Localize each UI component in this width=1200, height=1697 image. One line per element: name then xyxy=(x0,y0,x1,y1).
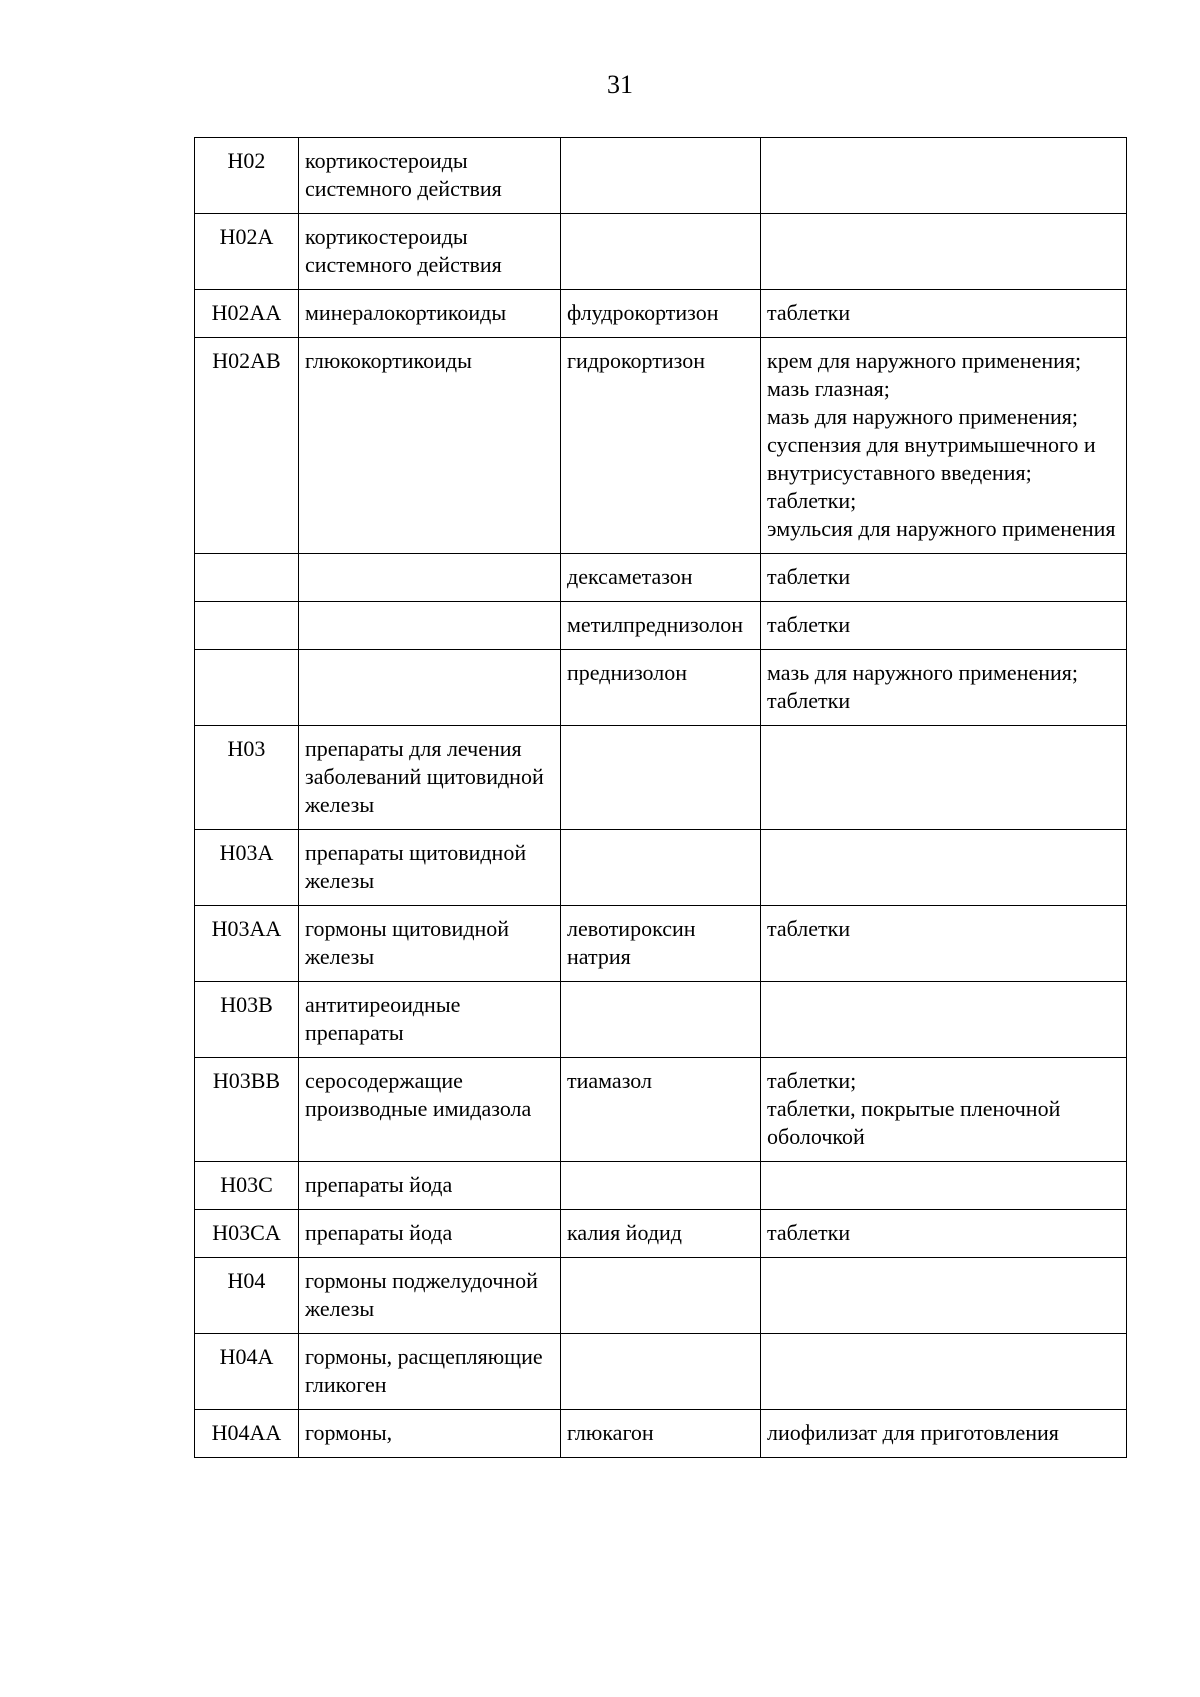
dosage-forms-cell xyxy=(761,906,1127,982)
active-substance-cell: преднизолон xyxy=(561,650,761,726)
dosage-form-line: эмульсия для наружного применения xyxy=(767,516,1116,541)
drug-group-cell: гормоны, расщепляющие гликоген xyxy=(299,1334,561,1410)
active-substance-cell: дексаметазон xyxy=(561,554,761,602)
table-row xyxy=(195,1210,1127,1258)
dosage-forms-cell xyxy=(761,1162,1127,1210)
table-row xyxy=(195,602,1127,650)
atc-code-cell: H03 xyxy=(195,726,299,830)
dosage-forms-cell xyxy=(761,138,1127,214)
dosage-form-line: таблетки xyxy=(767,688,851,713)
dosage-form-line: суспензия для внутримышечного и внутрисуставного введения; xyxy=(767,432,1096,485)
drug-group-cell: гормоны щитовидной железы xyxy=(299,906,561,982)
active-substance-cell xyxy=(561,1334,761,1410)
active-substance-cell: флудрокортизон xyxy=(561,290,761,338)
table-row xyxy=(195,726,1127,830)
atc-code-cell xyxy=(195,650,299,726)
active-substance-cell: калия йодид xyxy=(561,1210,761,1258)
atc-code-cell: H03AA xyxy=(195,906,299,982)
atc-code-cell: H03A xyxy=(195,830,299,906)
table-row xyxy=(195,830,1127,906)
dosage-forms-cell xyxy=(761,726,1127,830)
dosage-forms-cell xyxy=(761,1210,1127,1258)
drug-group-cell: минералокортикоиды xyxy=(299,290,561,338)
table-row xyxy=(195,1162,1127,1210)
dosage-forms-cell xyxy=(761,602,1127,650)
table-row xyxy=(195,138,1127,214)
atc-code-cell: H04A xyxy=(195,1334,299,1410)
atc-code-cell: H03CA xyxy=(195,1210,299,1258)
atc-code-cell: H03C xyxy=(195,1162,299,1210)
drug-group-cell xyxy=(299,650,561,726)
active-substance-cell xyxy=(561,214,761,290)
active-substance-cell: левотироксин натрия xyxy=(561,906,761,982)
dosage-forms-cell xyxy=(761,982,1127,1058)
atc-code-cell: H02A xyxy=(195,214,299,290)
drug-group-cell: препараты йода xyxy=(299,1162,561,1210)
dosage-form-line: таблетки, покрытые пленочной оболочкой xyxy=(767,1096,1061,1149)
table-row xyxy=(195,290,1127,338)
table-row xyxy=(195,1258,1127,1334)
atc-code-cell: H03B xyxy=(195,982,299,1058)
drug-group-cell: антитиреоидные препараты xyxy=(299,982,561,1058)
dosage-form-line: мазь для наружного применения; xyxy=(767,660,1079,685)
table-row xyxy=(195,650,1127,726)
atc-code-cell: H03BB xyxy=(195,1058,299,1162)
active-substance-cell: тиамазол xyxy=(561,1058,761,1162)
dosage-forms-cell xyxy=(761,554,1127,602)
drug-group-cell: гормоны поджелудочной железы xyxy=(299,1258,561,1334)
active-substance-cell xyxy=(561,830,761,906)
active-substance-cell: метилпреднизолон xyxy=(561,602,761,650)
atc-code-cell: H02AB xyxy=(195,338,299,554)
table-row xyxy=(195,214,1127,290)
active-substance-cell xyxy=(561,1258,761,1334)
active-substance-cell xyxy=(561,138,761,214)
drug-group-cell: препараты йода xyxy=(299,1210,561,1258)
drug-group-cell: гормоны, xyxy=(299,1410,561,1458)
active-substance-cell xyxy=(561,726,761,830)
table-row xyxy=(195,1058,1127,1162)
atc-code-cell xyxy=(195,554,299,602)
dosage-form-line: таблетки xyxy=(767,916,851,941)
dosage-form-line: мазь глазная; xyxy=(767,376,890,401)
dosage-forms-cell xyxy=(761,1410,1127,1458)
dosage-form-line: таблетки; xyxy=(767,1068,857,1093)
atc-code-cell: H02AA xyxy=(195,290,299,338)
dosage-form-line: крем для наружного применения; xyxy=(767,348,1082,373)
drug-group-cell: препараты щитовидной железы xyxy=(299,830,561,906)
active-substance-cell: глюкагон xyxy=(561,1410,761,1458)
dosage-forms-cell xyxy=(761,650,1127,726)
drug-group-cell: препараты для лечения заболеваний щитовидной железы xyxy=(299,726,561,830)
page-number: 31 xyxy=(607,70,633,99)
dosage-form-line: таблетки xyxy=(767,564,851,589)
drug-group-cell xyxy=(299,602,561,650)
dosage-forms-cell xyxy=(761,1058,1127,1162)
dosage-form-line: мазь для наружного применения; xyxy=(767,404,1079,429)
dosage-form-line: таблетки xyxy=(767,300,851,325)
dosage-forms-cell xyxy=(761,214,1127,290)
active-substance-cell xyxy=(561,982,761,1058)
dosage-forms-cell xyxy=(761,830,1127,906)
drug-table xyxy=(194,137,1127,1458)
table-body xyxy=(195,138,1127,1458)
atc-code-cell: H04AA xyxy=(195,1410,299,1458)
atc-code-cell: H04 xyxy=(195,1258,299,1334)
drug-group-cell: кортикостероиды системного действия xyxy=(299,138,561,214)
table-row xyxy=(195,982,1127,1058)
dosage-forms-cell xyxy=(761,1334,1127,1410)
atc-code-cell xyxy=(195,602,299,650)
drug-group-cell: глюкокортикоиды xyxy=(299,338,561,554)
table-row xyxy=(195,906,1127,982)
drug-group-cell: кортикостероиды системного действия xyxy=(299,214,561,290)
dosage-form-line: лиофилизат для приготовления xyxy=(767,1420,1059,1445)
dosage-forms-cell xyxy=(761,290,1127,338)
table-row xyxy=(195,1334,1127,1410)
table-row xyxy=(195,1410,1127,1458)
dosage-forms-cell xyxy=(761,338,1127,554)
dosage-forms-cell xyxy=(761,1258,1127,1334)
atc-code-cell: H02 xyxy=(195,138,299,214)
dosage-form-line: таблетки xyxy=(767,1220,851,1245)
drug-group-cell xyxy=(299,554,561,602)
table-row xyxy=(195,554,1127,602)
dosage-form-line: таблетки; xyxy=(767,488,857,513)
active-substance-cell: гидрокортизон xyxy=(561,338,761,554)
table-row xyxy=(195,338,1127,554)
drug-group-cell: серосодержащие производные имидазола xyxy=(299,1058,561,1162)
dosage-form-line: таблетки xyxy=(767,612,851,637)
active-substance-cell xyxy=(561,1162,761,1210)
